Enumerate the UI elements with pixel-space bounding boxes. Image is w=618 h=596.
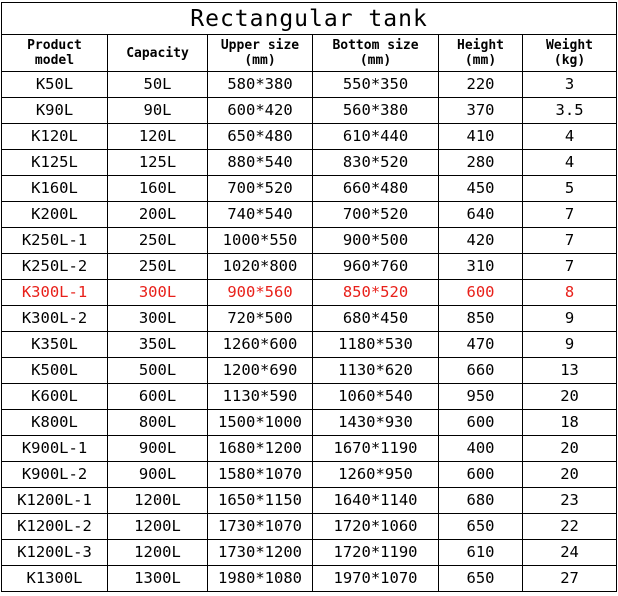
cell-bottom-size: 1180*530 <box>313 332 439 358</box>
cell-weight: 20 <box>523 384 617 410</box>
cell-model: K600L <box>2 384 108 410</box>
cell-weight: 27 <box>523 566 617 592</box>
cell-weight: 3 <box>523 72 617 98</box>
cell-model: K200L <box>2 202 108 228</box>
cell-upper-size: 1650*1150 <box>208 488 313 514</box>
cell-model: K90L <box>2 98 108 124</box>
cell-upper-size: 1260*600 <box>208 332 313 358</box>
cell-upper-size: 1580*1070 <box>208 462 313 488</box>
cell-weight: 3.5 <box>523 98 617 124</box>
cell-capacity: 300L <box>108 306 208 332</box>
cell-bottom-size: 610*440 <box>313 124 439 150</box>
header-line1: Capacity <box>126 45 189 61</box>
table-row <box>2 228 617 254</box>
cell-height: 950 <box>439 384 523 410</box>
cell-height: 660 <box>439 358 523 384</box>
cell-bottom-size: 680*450 <box>313 306 439 332</box>
header-bottom-size <box>313 35 439 72</box>
cell-height: 610 <box>439 540 523 566</box>
cell-upper-size: 1000*550 <box>208 228 313 254</box>
table-row <box>2 202 617 228</box>
cell-upper-size: 1020*800 <box>208 254 313 280</box>
cell-weight: 8 <box>523 280 617 306</box>
cell-height: 280 <box>439 150 523 176</box>
cell-weight: 7 <box>523 254 617 280</box>
cell-upper-size: 1200*690 <box>208 358 313 384</box>
cell-bottom-size: 850*520 <box>313 280 439 306</box>
cell-weight: 20 <box>523 462 617 488</box>
cell-height: 220 <box>439 72 523 98</box>
cell-bottom-size: 660*480 <box>313 176 439 202</box>
cell-capacity: 160L <box>108 176 208 202</box>
table-row <box>2 332 617 358</box>
cell-model: K900L-2 <box>2 462 108 488</box>
header-line1: Height <box>457 38 504 53</box>
cell-upper-size: 720*500 <box>208 306 313 332</box>
cell-capacity: 1200L <box>108 514 208 540</box>
header-height <box>439 35 523 72</box>
cell-height: 680 <box>439 488 523 514</box>
cell-model: K900L-1 <box>2 436 108 462</box>
cell-capacity: 250L <box>108 254 208 280</box>
cell-capacity: 120L <box>108 124 208 150</box>
cell-model: K120L <box>2 124 108 150</box>
cell-bottom-size: 700*520 <box>313 202 439 228</box>
cell-height: 600 <box>439 410 523 436</box>
cell-model: K300L-1 <box>2 280 108 306</box>
cell-weight: 7 <box>523 202 617 228</box>
rectangular-tank-spec-table <box>1 2 617 592</box>
cell-capacity: 500L <box>108 358 208 384</box>
header-line1: Bottom size <box>332 38 419 53</box>
header-product-model <box>2 35 108 72</box>
cell-model: K250L-2 <box>2 254 108 280</box>
cell-model: K250L-1 <box>2 228 108 254</box>
table-row <box>2 358 617 384</box>
cell-upper-size: 740*540 <box>208 202 313 228</box>
cell-bottom-size: 560*380 <box>313 98 439 124</box>
cell-height: 650 <box>439 566 523 592</box>
cell-upper-size: 700*520 <box>208 176 313 202</box>
cell-weight: 13 <box>523 358 617 384</box>
cell-height: 640 <box>439 202 523 228</box>
cell-upper-size: 580*380 <box>208 72 313 98</box>
table-body <box>2 72 617 592</box>
cell-upper-size: 880*540 <box>208 150 313 176</box>
cell-height: 370 <box>439 98 523 124</box>
cell-height: 650 <box>439 514 523 540</box>
cell-capacity: 900L <box>108 462 208 488</box>
cell-model: K1200L-3 <box>2 540 108 566</box>
cell-capacity: 800L <box>108 410 208 436</box>
table-row <box>2 384 617 410</box>
table-row <box>2 306 617 332</box>
table-row <box>2 280 617 306</box>
cell-bottom-size: 830*520 <box>313 150 439 176</box>
cell-capacity: 900L <box>108 436 208 462</box>
cell-model: K1300L <box>2 566 108 592</box>
header-line1: Upper size <box>220 38 300 53</box>
cell-capacity: 90L <box>108 98 208 124</box>
header-line1: Weight <box>546 38 594 53</box>
cell-capacity: 350L <box>108 332 208 358</box>
cell-weight: 7 <box>523 228 617 254</box>
header-line2: model <box>34 53 75 68</box>
cell-bottom-size: 960*760 <box>313 254 439 280</box>
cell-bottom-size: 1430*930 <box>313 410 439 436</box>
cell-height: 470 <box>439 332 523 358</box>
cell-capacity: 1300L <box>108 566 208 592</box>
cell-capacity: 125L <box>108 150 208 176</box>
cell-weight: 9 <box>523 306 617 332</box>
header-line2: (mm) <box>244 53 276 68</box>
table-row <box>2 72 617 98</box>
cell-capacity: 1200L <box>108 540 208 566</box>
cell-model: K1200L-1 <box>2 488 108 514</box>
cell-capacity: 300L <box>108 280 208 306</box>
cell-bottom-size: 1720*1190 <box>313 540 439 566</box>
cell-weight: 24 <box>523 540 617 566</box>
cell-model: K500L <box>2 358 108 384</box>
cell-model: K300L-2 <box>2 306 108 332</box>
cell-upper-size: 1730*1070 <box>208 514 313 540</box>
table-row <box>2 98 617 124</box>
header-capacity <box>108 35 208 72</box>
cell-model: K800L <box>2 410 108 436</box>
title-row <box>2 3 617 35</box>
cell-height: 400 <box>439 436 523 462</box>
cell-height: 600 <box>439 462 523 488</box>
cell-capacity: 1200L <box>108 488 208 514</box>
cell-weight: 9 <box>523 332 617 358</box>
cell-height: 850 <box>439 306 523 332</box>
table-row <box>2 176 617 202</box>
cell-upper-size: 600*420 <box>208 98 313 124</box>
cell-height: 450 <box>439 176 523 202</box>
cell-model: K160L <box>2 176 108 202</box>
cell-model: K125L <box>2 150 108 176</box>
cell-model: K1200L-2 <box>2 514 108 540</box>
table-row <box>2 566 617 592</box>
cell-upper-size: 1500*1000 <box>208 410 313 436</box>
cell-bottom-size: 1670*1190 <box>313 436 439 462</box>
cell-weight: 20 <box>523 436 617 462</box>
cell-upper-size: 1130*590 <box>208 384 313 410</box>
table-row <box>2 254 617 280</box>
cell-bottom-size: 550*350 <box>313 72 439 98</box>
table-row <box>2 150 617 176</box>
cell-upper-size: 1680*1200 <box>208 436 313 462</box>
table-row <box>2 488 617 514</box>
cell-model: K50L <box>2 72 108 98</box>
cell-capacity: 50L <box>108 72 208 98</box>
cell-bottom-size: 1260*950 <box>313 462 439 488</box>
cell-weight: 5 <box>523 176 617 202</box>
cell-height: 600 <box>439 280 523 306</box>
header-line2: (mm) <box>464 53 497 68</box>
table-row <box>2 540 617 566</box>
cell-bottom-size: 1060*540 <box>313 384 439 410</box>
cell-bottom-size: 1720*1060 <box>313 514 439 540</box>
cell-capacity: 600L <box>108 384 208 410</box>
header-line2: (mm) <box>359 53 392 68</box>
cell-weight: 18 <box>523 410 617 436</box>
cell-bottom-size: 1640*1140 <box>313 488 439 514</box>
cell-upper-size: 1980*1080 <box>208 566 313 592</box>
cell-bottom-size: 1130*620 <box>313 358 439 384</box>
cell-height: 420 <box>439 228 523 254</box>
cell-weight: 23 <box>523 488 617 514</box>
cell-bottom-size: 1970*1070 <box>313 566 439 592</box>
cell-capacity: 250L <box>108 228 208 254</box>
cell-upper-size: 650*480 <box>208 124 313 150</box>
cell-upper-size: 900*560 <box>208 280 313 306</box>
cell-weight: 22 <box>523 514 617 540</box>
table-row <box>2 124 617 150</box>
cell-bottom-size: 900*500 <box>313 228 439 254</box>
header-upper-size <box>208 35 313 72</box>
table-row <box>2 410 617 436</box>
header-line1: Product <box>27 38 82 53</box>
table-row <box>2 514 617 540</box>
header-row <box>2 35 617 72</box>
cell-height: 310 <box>439 254 523 280</box>
cell-model: K350L <box>2 332 108 358</box>
cell-capacity: 200L <box>108 202 208 228</box>
table-row <box>2 436 617 462</box>
table-row <box>2 462 617 488</box>
cell-upper-size: 1730*1200 <box>208 540 313 566</box>
cell-weight: 4 <box>523 150 617 176</box>
table-title: Rectangular tank <box>2 3 617 35</box>
header-line2: (kg) <box>553 53 586 68</box>
cell-height: 410 <box>439 124 523 150</box>
header-weight <box>523 35 617 72</box>
cell-weight: 4 <box>523 124 617 150</box>
